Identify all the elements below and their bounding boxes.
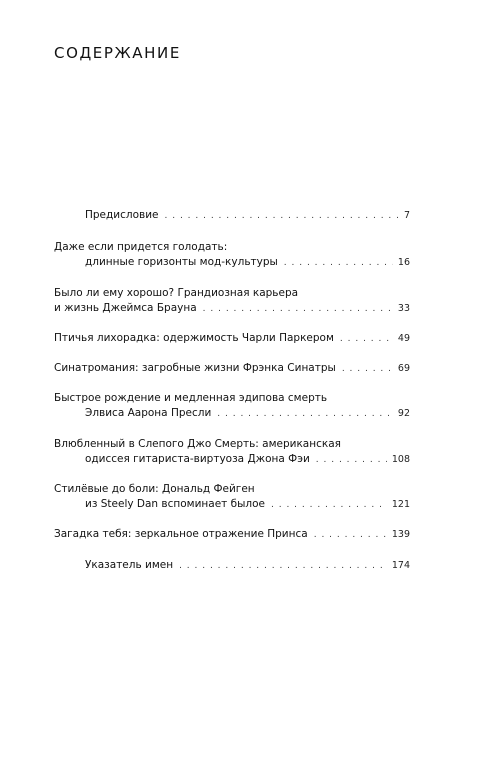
toc-entry-title: одиссея гитариста-виртуоза Джона Фэи [85, 453, 310, 465]
toc-entry[interactable] [54, 527, 410, 543]
toc-entry[interactable] [54, 240, 410, 271]
toc-entry-title-line: Влюбленный в Слепого Джо Смерть: американская [54, 438, 341, 450]
dot-leader [217, 407, 393, 422]
toc-entry[interactable] [54, 361, 410, 377]
page-number: 7 [403, 210, 410, 221]
toc-entry-title: из Steely Dan вспоминает былое [85, 498, 265, 510]
page-number: 121 [391, 499, 410, 510]
toc-entry-final-line [54, 452, 410, 468]
toc-entry[interactable] [54, 437, 410, 468]
toc-entry-final-line [54, 331, 410, 347]
page-number: 92 [397, 408, 410, 419]
dot-leader [271, 498, 387, 513]
toc-entry-title: Птичья лихорадка: одержимость Чарли Паркером [54, 332, 334, 344]
page-number: 139 [391, 529, 410, 540]
toc-entry-title-line: Даже если придется голодать: [54, 241, 228, 253]
toc-entry-title: Указатель имен [85, 559, 174, 571]
page-number: 174 [391, 560, 410, 571]
toc-entry-title: длинные горизонты мод-культуры [85, 256, 278, 268]
toc-entry[interactable] [54, 558, 410, 574]
toc-entry-title: Элвиса Аарона Пресли [85, 407, 212, 419]
toc-entry[interactable] [54, 208, 410, 224]
toc-entry[interactable] [54, 286, 410, 317]
dot-leader [342, 362, 393, 377]
toc-entry-title: Загадка тебя: зеркальное отражение Принса [54, 528, 308, 540]
toc-entry[interactable] [54, 482, 410, 513]
dot-leader [316, 453, 387, 468]
toc-entry-title: и жизнь Джеймса Брауна [54, 302, 197, 314]
toc-entry-final-line [54, 406, 410, 422]
toc-entry-title-line: Быстрое рождение и медленная эдипова смерть [54, 392, 328, 404]
page-number: 16 [397, 257, 410, 268]
toc-entry-final-line [54, 255, 410, 271]
toc-entry-title: Синатромания: загробные жизни Фрэнка Синатры [54, 362, 336, 374]
toc-entry[interactable] [54, 391, 410, 422]
toc-entry-title: Предисловие [85, 209, 159, 221]
toc-entry-title-line: Было ли ему хорошо? Грандиозная карьера [54, 287, 299, 299]
dot-leader [284, 256, 393, 271]
toc-entry-final-line [54, 527, 410, 543]
toc-entry-final-line [54, 301, 410, 317]
page-number: 33 [397, 303, 410, 314]
dot-leader [179, 559, 387, 574]
dot-leader [165, 209, 399, 224]
toc-entry-final-line [54, 208, 410, 224]
toc-entry[interactable] [54, 331, 410, 347]
page-number: 69 [397, 363, 410, 374]
dot-leader [340, 332, 393, 347]
toc-entry-final-line [54, 361, 410, 377]
page-number: 108 [391, 454, 410, 465]
dot-leader [314, 528, 387, 543]
page-number: 49 [397, 333, 410, 344]
toc-entry-title-line: Стилёвые до боли: Дональд Фейген [54, 483, 255, 495]
toc-entry-final-line [54, 558, 410, 574]
page-title: СОДЕРЖАНИЕ [54, 44, 181, 62]
dot-leader [203, 302, 393, 317]
toc-entry-final-line [54, 497, 410, 513]
